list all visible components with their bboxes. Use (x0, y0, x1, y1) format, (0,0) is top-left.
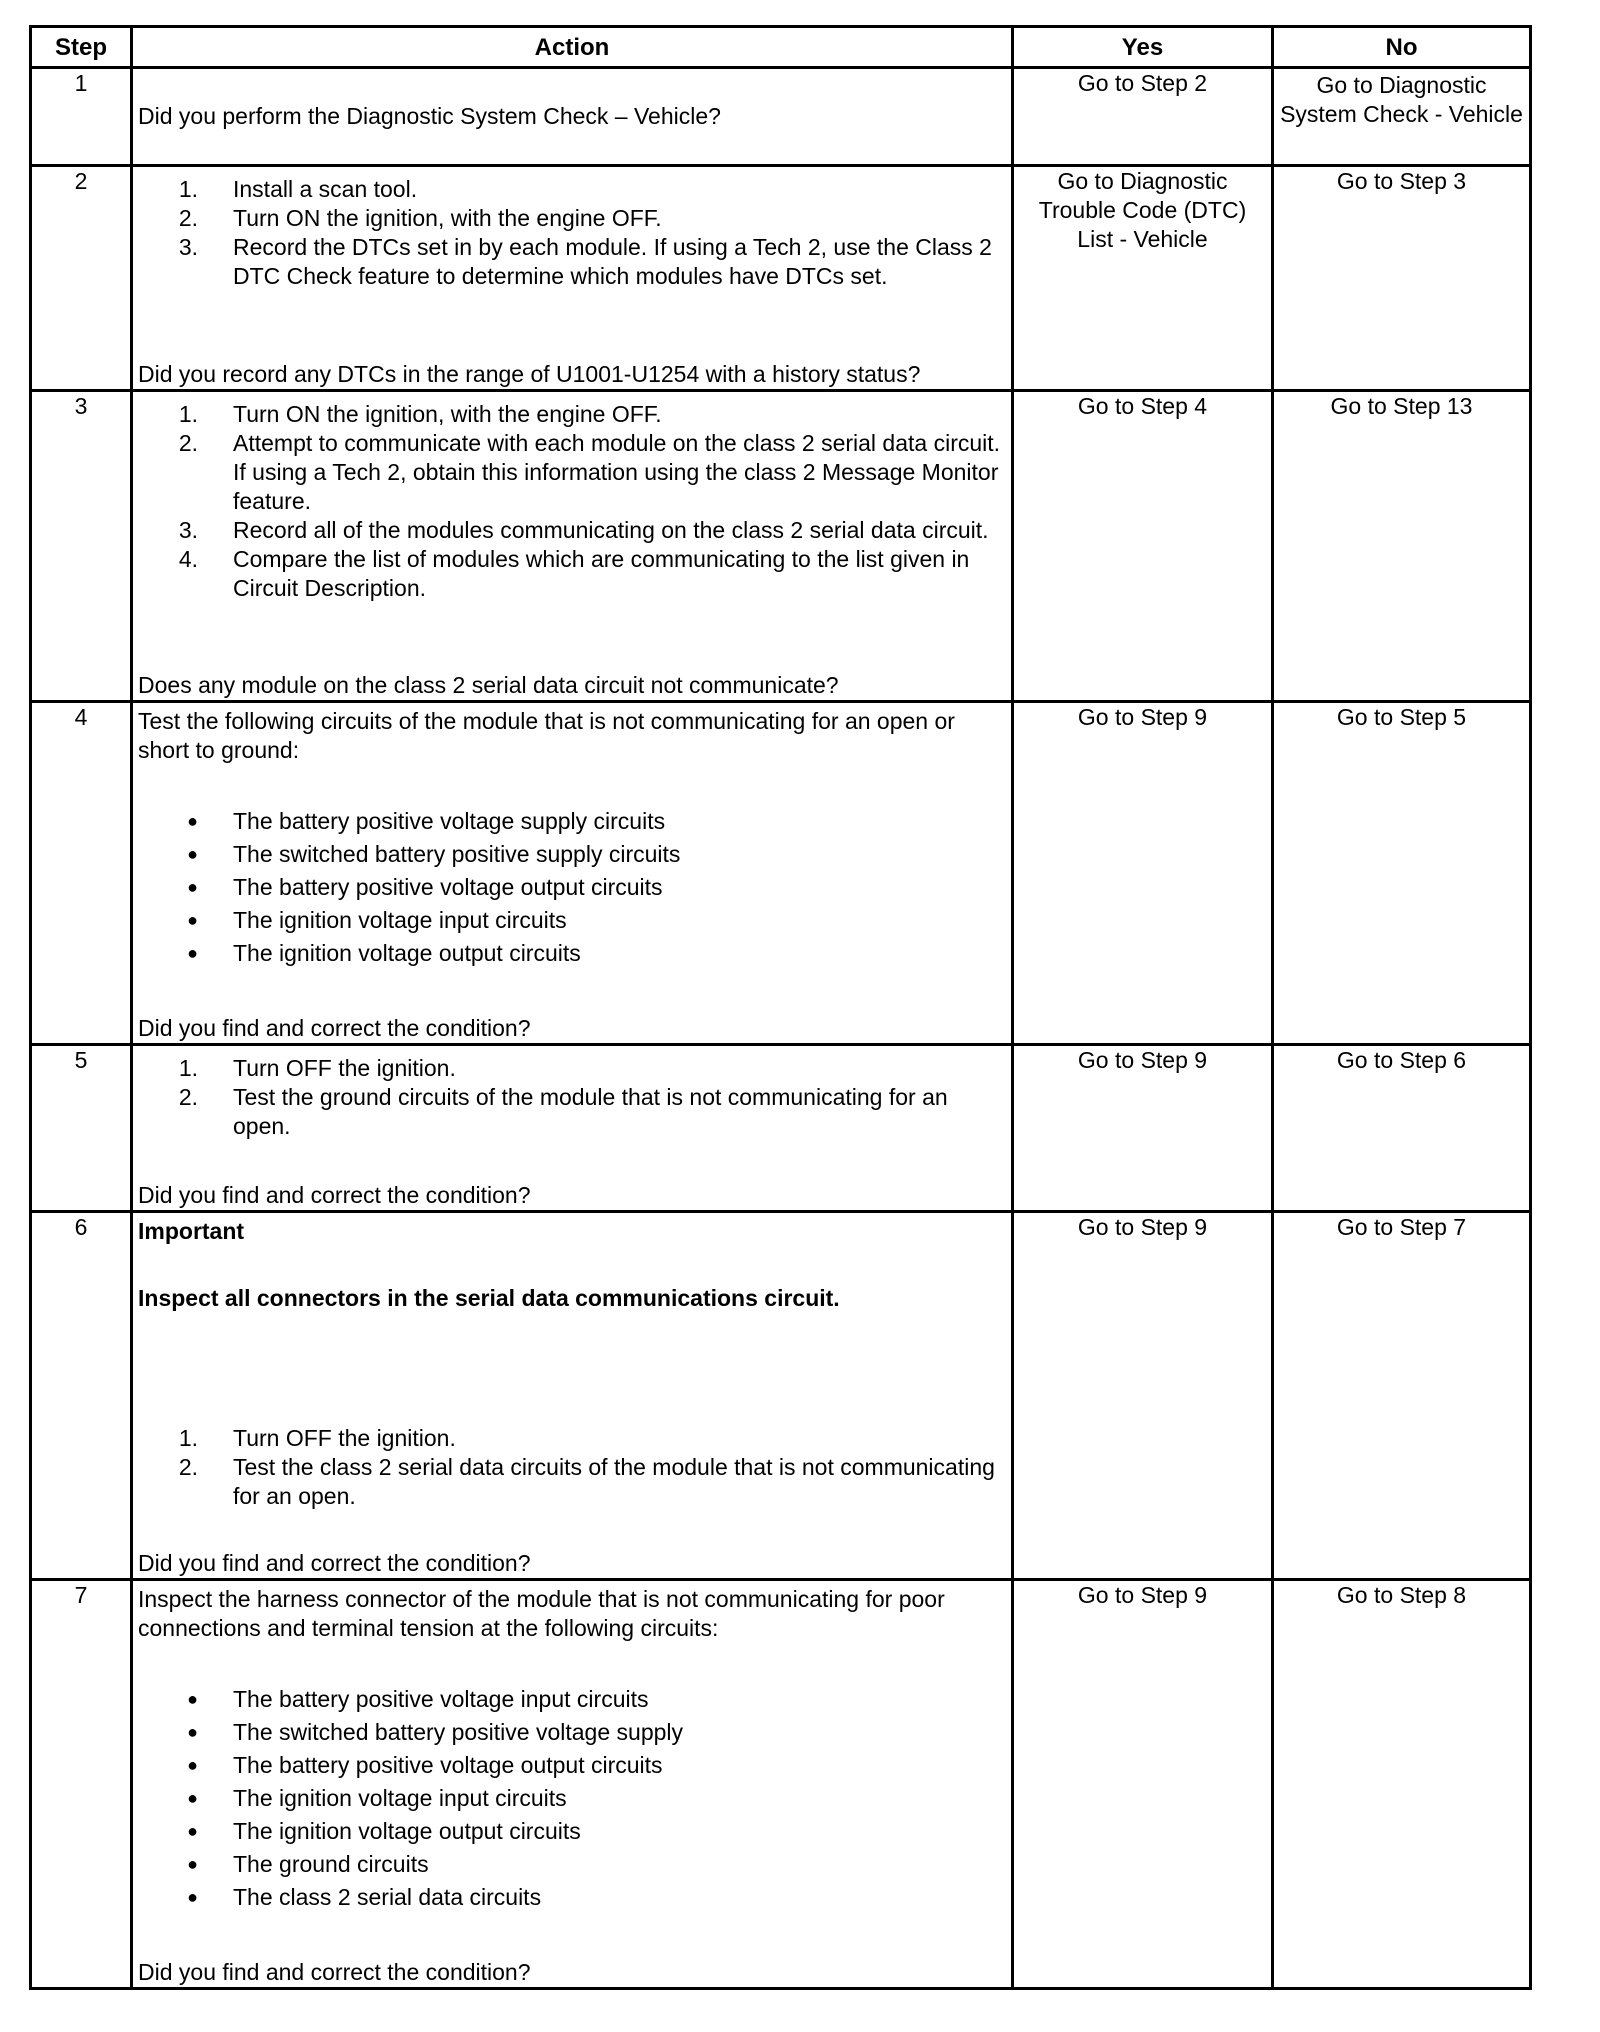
action-question: Did you perform the Diagnostic System Check – Vehicle? (138, 103, 721, 129)
list-item: ● The ignition voltage input circuits (187, 907, 567, 933)
step-number: 1 (31, 68, 132, 166)
action-intro: Test the following circuits of the module that is not communicating for an open or short to ground: (138, 708, 955, 763)
procedure-list (138, 1054, 1006, 1141)
diagnostic-table (29, 25, 1532, 1990)
list-item: ● The switched battery positive supply circuits (187, 841, 681, 867)
action-cell (132, 68, 1013, 166)
list-item: ● The ignition voltage output circuits (187, 940, 581, 966)
table-row (31, 1212, 1531, 1580)
table-row (31, 391, 1531, 702)
yes-cell: Go to Step 9 (1013, 1580, 1273, 1989)
list-item: 3. Record all of the modules communicating on the class 2 serial data circuit. (178, 517, 989, 543)
step-number: 7 (31, 1580, 132, 1989)
table-row (31, 68, 1531, 166)
list-item: 2. Turn ON the ignition, with the engine OFF. (178, 205, 662, 231)
yes-cell: Go to Step 2 (1013, 68, 1273, 166)
list-item: ● The ground circuits (187, 1851, 429, 1877)
list-item: 1. Turn ON the ignition, with the engine OFF. (178, 401, 662, 427)
table-row (31, 166, 1531, 391)
action-cell (132, 1045, 1013, 1212)
action-cell (132, 166, 1013, 391)
list-item: 3. Record the DTCs set in by each module. If using a Tech 2, use the Class 2 DTC Check feature to determine which modules have DTCs set. (178, 234, 992, 289)
action-question: Did you find and correct the condition? (138, 1550, 531, 1576)
list-item: ● The battery positive voltage output circuits (187, 874, 663, 900)
no-cell: Go to Step 3 (1273, 166, 1531, 391)
no-cell: Go to Step 7 (1273, 1212, 1531, 1580)
list-item: ● The battery positive voltage supply circuits (187, 808, 666, 834)
list-item: ● The switched battery positive voltage supply (187, 1719, 684, 1745)
action-intro: Inspect the harness connector of the module that is not communicating for poor connections and terminal tension at the following circuits: (138, 1586, 945, 1641)
action-question: Did you record any DTCs in the range of U1001-U1254 with a history status? (138, 361, 921, 387)
no-cell: Go to Step 6 (1273, 1045, 1531, 1212)
action-cell (132, 1580, 1013, 1989)
procedure-list (138, 400, 1006, 603)
header-row (31, 27, 1531, 68)
circuit-list (138, 805, 1006, 970)
table-row (31, 1045, 1531, 1212)
action-question: Did you find and correct the condition? (138, 1015, 531, 1041)
list-item: ● The battery positive voltage input circuits (187, 1686, 649, 1712)
list-item: 2. Test the ground circuits of the module that is not communicating for an open. (178, 1084, 948, 1139)
yes-cell: Go to Step 9 (1013, 1045, 1273, 1212)
step-number: 4 (31, 702, 132, 1045)
header-no: No (1273, 27, 1531, 68)
important-title: Important (138, 1218, 245, 1244)
action-question: Does any module on the class 2 serial data circuit not communicate? (138, 672, 839, 698)
header-step: Step (31, 27, 132, 68)
list-item: 1. Turn OFF the ignition. (178, 1055, 456, 1081)
important-text: Inspect all connectors in the serial data communications circuit. (138, 1285, 840, 1311)
step-number: 3 (31, 391, 132, 702)
list-item: 1. Install a scan tool. (178, 176, 418, 202)
list-item: 4. Compare the list of modules which are communicating to the list given in Circuit Description. (178, 546, 970, 601)
yes-cell: Go to Step 9 (1013, 1212, 1273, 1580)
no-cell: Go to Step 8 (1273, 1580, 1531, 1989)
step-number: 5 (31, 1045, 132, 1212)
header-action: Action (132, 27, 1013, 68)
yes-cell: Go to Step 4 (1013, 391, 1273, 702)
no-cell: Go to Diagnostic System Check - Vehicle (1273, 68, 1531, 166)
procedure-list (138, 175, 1006, 291)
list-item: 2. Attempt to communicate with each module on the class 2 serial data circuit. If using a Tech 2, obtain this information using the class 2 Message Monitor feature. (178, 430, 1001, 514)
action-cell (132, 1212, 1013, 1580)
action-question: Did you find and correct the condition? (138, 1959, 531, 1985)
no-cell: Go to Step 5 (1273, 702, 1531, 1045)
list-item: 1. Turn OFF the ignition. (178, 1425, 456, 1451)
list-item: ● The battery positive voltage output circuits (187, 1752, 663, 1778)
step-number: 6 (31, 1212, 132, 1580)
yes-cell: Go to Step 9 (1013, 702, 1273, 1045)
list-item: ● The ignition voltage output circuits (187, 1818, 581, 1844)
table-row (31, 702, 1531, 1045)
list-item: 2. Test the class 2 serial data circuits of the module that is not communicating for an open. (178, 1454, 995, 1509)
action-cell (132, 702, 1013, 1045)
action-cell (132, 391, 1013, 702)
yes-cell: Go to Diagnostic Trouble Code (DTC) List - Vehicle (1013, 166, 1273, 391)
procedure-list (138, 1424, 1006, 1511)
list-item: ● The ignition voltage input circuits (187, 1785, 567, 1811)
no-cell: Go to Step 13 (1273, 391, 1531, 702)
step-number: 2 (31, 166, 132, 391)
circuit-list (138, 1683, 1006, 1914)
table-row (31, 1580, 1531, 1989)
action-question: Did you find and correct the condition? (138, 1182, 531, 1208)
header-yes: Yes (1013, 27, 1273, 68)
list-item: ● The class 2 serial data circuits (187, 1884, 542, 1910)
